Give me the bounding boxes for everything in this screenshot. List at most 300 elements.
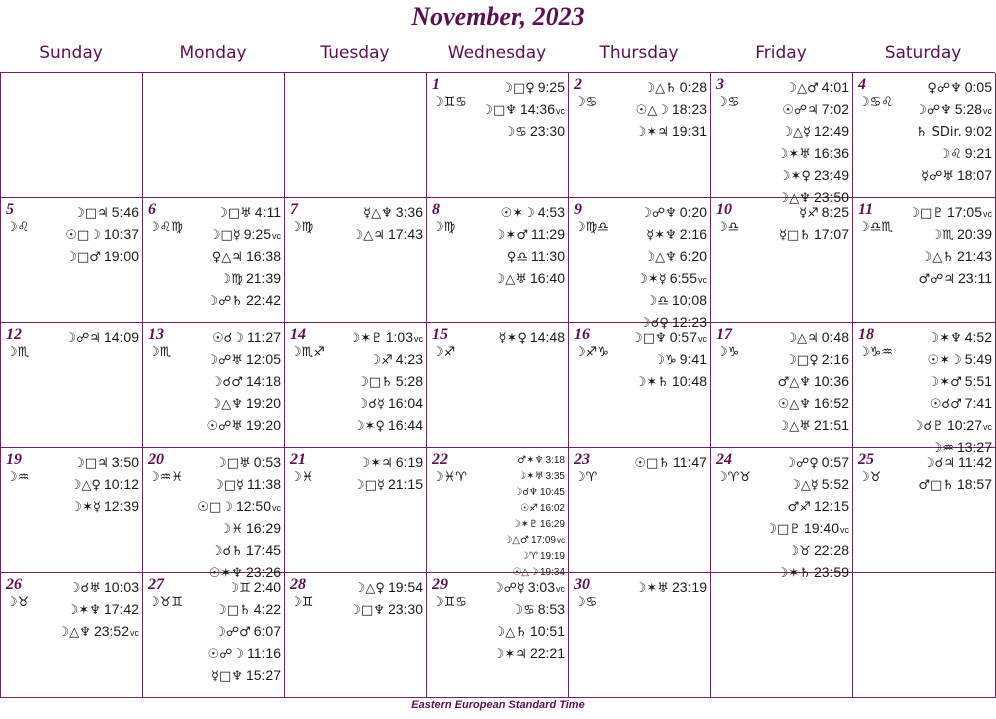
aspect-time: 19:00 (103, 248, 139, 264)
aspect-event (70, 475, 139, 497)
aspect-list (65, 203, 139, 269)
day-number: 11 (858, 201, 874, 218)
aspect-time: 11:27 (247, 329, 281, 345)
aspect-event (492, 622, 565, 644)
aspect-time: 12:50 (235, 498, 271, 514)
day-cell-7[interactable] (285, 198, 427, 323)
aspect-glyphs: ☉□♄ (634, 456, 670, 471)
aspect-list (197, 453, 281, 585)
aspect-event (915, 78, 992, 100)
aspect-glyphs: ☽△☿ (781, 125, 811, 140)
aspect-time: 19:20 (245, 417, 281, 433)
aspect-glyphs: ☿△♆ (363, 206, 393, 221)
aspect-glyphs: ☽✶♇ (511, 519, 538, 530)
aspect-list (915, 78, 992, 188)
aspect-time: 9:02 (964, 123, 992, 139)
day-cell-20[interactable] (143, 448, 285, 581)
moon-sign-glyphs: ☽♏♐ (290, 345, 325, 360)
aspect-time: 5:51 (964, 373, 992, 389)
aspect-time: 13:27 (956, 439, 992, 455)
aspect-glyphs: ☿✶♆ (646, 228, 677, 243)
aspect-time: 3:03 (527, 579, 555, 595)
aspect-time: 3:50 (111, 454, 139, 470)
aspect-time: 22:28 (813, 542, 849, 558)
void-of-course-marker: vc (557, 536, 565, 545)
aspect-glyphs: ☽□♄ (357, 375, 393, 390)
aspect-list (503, 453, 565, 581)
day-cell-27[interactable] (143, 573, 285, 698)
aspect-glyphs: ☽☌♃ (922, 456, 955, 471)
aspect-event (352, 225, 423, 247)
aspect-time: 0:28 (679, 79, 707, 95)
aspect-event (65, 203, 139, 225)
day-cell-1[interactable] (427, 73, 569, 198)
aspect-event (777, 100, 849, 122)
aspect-event (481, 78, 565, 100)
moon-sign-glyphs: ☽♈ (574, 470, 598, 485)
aspect-time: 19:20 (245, 395, 281, 411)
aspect-event (58, 622, 139, 644)
moon-sign-glyphs: ☽♍ (432, 220, 456, 235)
aspect-time: 4:11 (254, 204, 281, 220)
day-cell-4[interactable] (853, 73, 996, 198)
aspect-glyphs: ☽△♃ (351, 228, 385, 243)
aspect-time: 16:29 (245, 520, 281, 536)
aspect-event (912, 372, 992, 394)
aspect-event (349, 372, 423, 394)
aspect-event (908, 225, 992, 247)
moon-sign-glyphs: ☽♌ (6, 220, 30, 235)
day-number: 18 (858, 326, 874, 343)
moon-sign-glyphs: ☽♊ (290, 595, 314, 610)
aspect-glyphs: ☽△♂ (785, 81, 819, 96)
aspect-time: 0:53 (253, 454, 281, 470)
moon-sign-glyphs: ☽♎ (716, 220, 740, 235)
aspect-event (779, 203, 849, 225)
weekday-monday: Monday (179, 43, 247, 63)
aspect-glyphs: ☽□♇ (765, 522, 801, 537)
aspect-event (778, 328, 849, 350)
day-number: 27 (148, 576, 164, 593)
aspect-glyphs: ☽□♇ (908, 206, 944, 221)
aspect-glyphs: ☽△♄ (643, 81, 677, 96)
aspect-event (636, 203, 707, 225)
aspect-glyphs: ☽□♂ (65, 250, 101, 265)
aspect-event (206, 225, 281, 247)
aspect-event (349, 350, 423, 372)
aspect-glyphs: ☽△♆ (209, 397, 243, 412)
aspect-event (915, 100, 992, 122)
aspect-time: 19:31 (671, 123, 707, 139)
aspect-time: 11:30 (531, 248, 565, 264)
aspect-glyphs: ♀△♃ (211, 250, 243, 265)
moon-sign-glyphs: ☽♊♋ (432, 95, 467, 110)
aspect-time: 20:39 (956, 226, 992, 242)
aspect-glyphs: ♀♎ (506, 250, 528, 265)
moon-sign-glyphs: ☽♎♏ (858, 220, 893, 235)
weekday-friday: Friday (755, 43, 807, 63)
aspect-glyphs: ☉✶☽ (927, 353, 962, 368)
moon-sign-glyphs: ☽♐ (432, 345, 456, 360)
aspect-list (492, 578, 565, 666)
aspect-event (635, 78, 707, 100)
aspect-time: 4:53 (537, 204, 565, 220)
day-number: 25 (858, 451, 874, 468)
aspect-event (349, 328, 423, 350)
aspect-event (481, 100, 565, 122)
aspect-glyphs: ☽✶♆ (66, 603, 101, 618)
aspect-list (349, 328, 423, 438)
day-cell-6[interactable] (143, 198, 285, 323)
aspect-event (206, 372, 281, 394)
aspect-glyphs: ☽☍♂ (214, 625, 251, 640)
day-cell-21[interactable] (285, 448, 427, 573)
aspect-time: 8:25 (821, 204, 849, 220)
day-number: 6 (148, 201, 156, 218)
day-number: 23 (574, 451, 590, 468)
aspect-glyphs: ☽✶♅ (776, 147, 811, 162)
aspect-time: 14:18 (245, 373, 281, 389)
aspect-time: 3:35 (545, 471, 565, 482)
aspect-event (206, 203, 281, 225)
aspect-glyphs: ☽✶♀ (352, 419, 385, 434)
aspect-event (777, 122, 849, 144)
aspect-time: 4:01 (821, 79, 849, 95)
void-of-course-marker: vc (983, 209, 992, 219)
day-cell-11[interactable] (853, 198, 996, 323)
weekday-tuesday: Tuesday (320, 43, 390, 63)
aspect-glyphs: ☽☌♀ (639, 316, 669, 331)
day-cell-9[interactable] (569, 198, 711, 331)
moon-sign-glyphs: ☽♋ (716, 95, 740, 110)
aspect-event (503, 469, 565, 485)
moon-sign-glyphs: ☽♓ (290, 470, 314, 485)
day-number: 8 (432, 201, 440, 218)
aspect-event (503, 549, 565, 565)
aspect-glyphs: ♂□♄ (918, 478, 954, 493)
weekday-saturday: Saturday (884, 43, 962, 63)
aspect-glyphs: ☽□♃ (73, 206, 109, 221)
day-cell-24[interactable] (711, 448, 853, 581)
aspect-list (481, 78, 565, 144)
aspect-event (206, 247, 281, 269)
day-cell-14[interactable] (285, 323, 427, 448)
moon-sign-glyphs: ☽♋♌ (858, 95, 893, 110)
day-cell-26[interactable] (1, 573, 143, 698)
aspect-glyphs: ☽☌♄ (210, 544, 243, 559)
void-of-course-marker: vc (556, 584, 565, 594)
aspect-event (636, 269, 707, 291)
aspect-event (503, 533, 565, 549)
aspect-event (197, 497, 281, 519)
aspect-time: 9:41 (679, 351, 707, 367)
aspect-list (494, 203, 565, 291)
aspect-event (912, 350, 992, 372)
aspect-time: 17:07 (813, 226, 849, 242)
aspect-glyphs: ☽✶♅ (634, 581, 669, 596)
moon-sign-glyphs: ☽♈♉ (716, 470, 751, 485)
aspect-glyphs: ☽♌ (938, 147, 962, 162)
aspect-time: 23:26 (245, 564, 281, 580)
day-cell-23[interactable] (569, 448, 711, 573)
aspect-glyphs: ☉☌☽ (211, 331, 244, 346)
aspect-glyphs: ☽☍♆ (915, 103, 952, 118)
aspect-event (636, 225, 707, 247)
day-cell-15[interactable] (427, 323, 569, 448)
aspect-time: 7:41 (964, 395, 992, 411)
aspect-event (918, 475, 992, 497)
aspect-glyphs: ☉□☽ (65, 228, 101, 243)
day-cell-19[interactable] (1, 448, 143, 573)
aspect-glyphs: ☉♐ (520, 503, 538, 514)
void-of-course-marker: vc (698, 275, 707, 285)
empty-day-cell (143, 73, 285, 198)
empty-day-cell (853, 573, 996, 698)
day-number: 5 (6, 201, 14, 218)
aspect-time: 0:57 (821, 454, 849, 470)
aspect-event (765, 541, 849, 563)
moon-sign-glyphs: ☽♉ (858, 470, 882, 485)
moon-sign-glyphs: ☽♊♋ (432, 595, 467, 610)
aspect-time: 16:38 (245, 248, 281, 264)
aspect-event (206, 291, 281, 313)
calendar-grid (0, 72, 995, 698)
aspect-glyphs: ☽♈ (520, 551, 538, 562)
day-number: 1 (432, 76, 440, 93)
day-cell-17[interactable] (711, 323, 853, 448)
aspect-time: 11:42 (958, 454, 992, 470)
day-cell-29[interactable] (427, 573, 569, 698)
day-cell-25[interactable] (853, 448, 996, 573)
aspect-event (915, 122, 992, 144)
aspect-glyphs: ♂△♆ (777, 375, 811, 390)
aspect-time: 18:07 (956, 167, 992, 183)
day-number: 20 (148, 451, 164, 468)
moon-sign-glyphs: ☽♏ (148, 345, 172, 360)
aspect-event (58, 578, 139, 600)
aspect-time: 18:57 (956, 476, 992, 492)
aspect-event (492, 644, 565, 666)
day-number: 9 (574, 201, 582, 218)
day-number: 19 (6, 451, 22, 468)
aspect-time: 10:48 (671, 373, 707, 389)
aspect-event (481, 122, 565, 144)
aspect-time: 0:20 (679, 204, 707, 220)
aspect-event (208, 622, 281, 644)
aspect-glyphs: ☽□♆ (481, 103, 517, 118)
aspect-glyphs: ☽♍ (219, 272, 243, 287)
aspect-glyphs: ☿□♆ (211, 669, 243, 684)
aspect-glyphs: ☉☌♂ (929, 397, 962, 412)
day-cell-18[interactable] (853, 323, 996, 456)
day-number: 16 (574, 326, 590, 343)
aspect-time: 22:21 (529, 645, 565, 661)
aspect-event (197, 453, 281, 475)
aspect-time: 17:09 (530, 535, 556, 546)
aspect-event (353, 453, 423, 475)
day-cell-12[interactable] (1, 323, 143, 448)
aspect-event (503, 485, 565, 501)
aspect-time: 15:27 (245, 667, 281, 683)
aspect-glyphs: ♀☍♆ (927, 81, 962, 96)
aspect-event (492, 578, 565, 600)
day-number: 21 (290, 451, 306, 468)
moon-sign-glyphs: ☽♏ (6, 345, 30, 360)
aspect-list (778, 328, 849, 438)
aspect-event (208, 600, 281, 622)
aspect-event (777, 144, 849, 166)
moon-sign-glyphs: ☽♒♓ (148, 470, 183, 485)
aspect-time: 12:05 (245, 351, 281, 367)
aspect-time: 2:40 (253, 579, 281, 595)
aspect-glyphs: ☽♑ (653, 353, 677, 368)
aspect-list (206, 203, 281, 313)
day-cell-22[interactable] (427, 448, 569, 578)
day-cell-16[interactable] (569, 323, 711, 448)
day-cell-2[interactable] (569, 73, 711, 198)
aspect-event (908, 247, 992, 269)
aspect-time: 10:08 (671, 292, 707, 308)
day-cell-3[interactable] (711, 73, 853, 206)
aspect-glyphs: ☿□♄ (779, 228, 811, 243)
aspect-glyphs: ☽□♀ (501, 81, 535, 96)
aspect-event (503, 517, 565, 533)
aspect-glyphs: ☽□♀ (785, 353, 819, 368)
day-number: 17 (716, 326, 732, 343)
aspect-event (197, 541, 281, 563)
aspect-event (494, 269, 565, 291)
aspect-time: 18:23 (671, 101, 707, 117)
aspect-list (206, 328, 281, 438)
aspect-event (492, 600, 565, 622)
aspect-list (631, 328, 707, 394)
aspect-glyphs: ☽△♆ (643, 250, 677, 265)
aspect-time: 11:38 (247, 476, 281, 492)
aspect-time: 23:49 (813, 167, 849, 183)
aspect-time: 10:36 (813, 373, 849, 389)
aspect-glyphs: ☽♊ (227, 581, 251, 596)
day-cell-13[interactable] (143, 323, 285, 448)
moon-sign-glyphs: ☽♍ (290, 220, 314, 235)
day-number: 13 (148, 326, 164, 343)
void-of-course-marker: vc (130, 628, 139, 638)
moon-sign-glyphs: ☽♉ (6, 595, 30, 610)
day-cell-30[interactable] (569, 573, 711, 698)
aspect-list (636, 203, 707, 335)
day-number: 4 (858, 76, 866, 93)
aspect-glyphs: ☽✶☿ (70, 500, 101, 515)
aspect-glyphs: ♂♐ (787, 500, 811, 515)
aspect-glyphs: ♄ SDir. (915, 125, 962, 140)
aspect-time: 19:19 (539, 551, 565, 562)
aspect-event (635, 100, 707, 122)
aspect-event (908, 269, 992, 291)
aspect-glyphs: ☽☍♄ (206, 294, 243, 309)
aspect-event (197, 519, 281, 541)
aspect-time: 6:19 (395, 454, 423, 470)
aspect-event (206, 350, 281, 372)
aspect-glyphs: ☽✶♃ (634, 125, 669, 140)
aspect-glyphs: ☽☍♆ (640, 206, 677, 221)
aspect-glyphs: ☿✶♀ (498, 331, 527, 346)
aspect-glyphs: ☉△☽ (635, 103, 669, 118)
aspect-time: 6:20 (679, 248, 707, 264)
aspect-event (765, 497, 849, 519)
aspect-glyphs: ☽✶♄ (634, 375, 669, 390)
aspect-time: 23:50 (813, 189, 849, 205)
aspect-glyphs: ☽✶♂ (927, 375, 962, 390)
aspect-time: 7:02 (821, 101, 849, 117)
aspect-list (352, 203, 423, 247)
aspect-glyphs: ☽☌☿ (356, 397, 385, 412)
aspect-glyphs: ☉△♆ (777, 397, 811, 412)
aspect-glyphs: ☽✶♆ (927, 331, 962, 346)
aspect-glyphs: ☽✶♀ (778, 169, 811, 184)
void-of-course-marker: vc (840, 525, 849, 535)
aspect-glyphs: ☽△♄ (920, 250, 954, 265)
aspect-glyphs: ♂✶♆ (517, 455, 544, 466)
aspect-glyphs: ☽✶♂ (493, 228, 528, 243)
aspect-glyphs: ☽△☿ (789, 478, 819, 493)
aspect-time: 10:37 (103, 226, 139, 242)
aspect-time: 10:12 (103, 476, 139, 492)
void-of-course-marker: vc (414, 334, 423, 344)
aspect-glyphs: ☽♐ (369, 353, 393, 368)
aspect-time: 17:43 (387, 226, 423, 242)
aspect-time: 23:30 (387, 601, 423, 617)
aspect-time: 9:21 (964, 145, 992, 161)
aspect-time: 22:42 (245, 292, 281, 308)
day-cell-8[interactable] (427, 198, 569, 323)
aspect-time: 16:36 (813, 145, 849, 161)
aspect-event (631, 372, 707, 394)
moon-sign-glyphs: ☽♋ (574, 595, 598, 610)
aspect-event (777, 166, 849, 188)
aspect-glyphs: ☽△♂ (503, 535, 529, 546)
aspect-glyphs: ☽△♅ (493, 272, 527, 287)
aspect-glyphs: ☽□♆ (631, 331, 667, 346)
aspect-event (206, 328, 281, 350)
aspect-glyphs: ☉✶♆ (208, 566, 243, 581)
aspect-time: 11:16 (247, 645, 281, 661)
aspect-event (352, 203, 423, 225)
aspect-glyphs: ☽♒ (930, 441, 954, 456)
aspect-time: 21:43 (956, 248, 992, 264)
aspect-time: 23:19 (671, 579, 707, 595)
aspect-event (197, 475, 281, 497)
aspect-event (349, 416, 423, 438)
day-cell-10[interactable] (711, 198, 853, 323)
void-of-course-marker: vc (983, 106, 992, 116)
weekday-thursday: Thursday (599, 43, 679, 63)
aspect-event (494, 203, 565, 225)
day-number: 14 (290, 326, 306, 343)
aspect-time: 10:27 (946, 417, 982, 433)
aspect-glyphs: ☽□♆ (349, 603, 385, 618)
aspect-time: 5:28 (395, 373, 423, 389)
aspect-glyphs: ☽△♅ (777, 419, 811, 434)
aspect-glyphs: ♂☍♃ (918, 272, 955, 287)
day-cell-5[interactable] (1, 198, 143, 323)
aspect-list (635, 78, 707, 144)
aspect-time: 17:42 (103, 601, 139, 617)
day-number: 22 (432, 451, 448, 468)
aspect-event (349, 394, 423, 416)
aspect-list (912, 328, 992, 460)
aspect-time: 14:48 (529, 329, 565, 345)
day-cell-28[interactable] (285, 573, 427, 698)
aspect-glyphs: ☉☍♃ (782, 103, 819, 118)
